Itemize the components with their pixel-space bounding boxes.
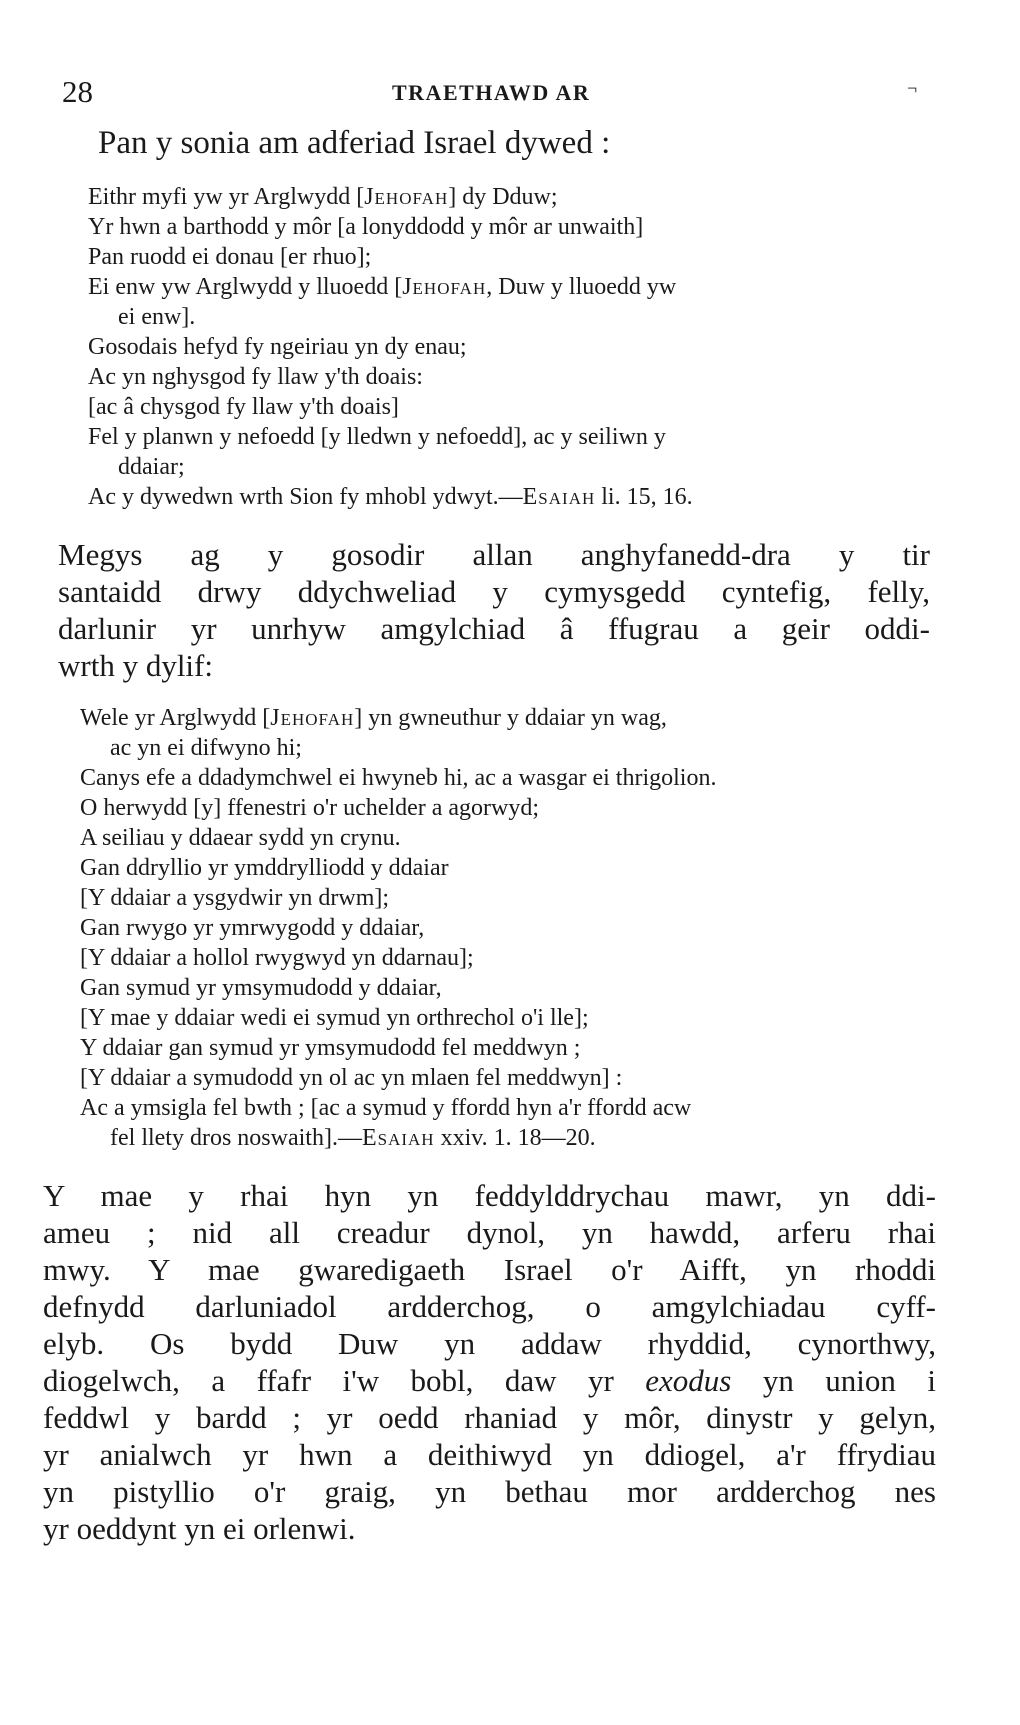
verse-line: Y ddaiar gan symud yr ymsymudodd fel meddwyn ; [80, 1035, 581, 1061]
verse-line: Ac a ymsigla fel bwth ; [ac a symud y ffordd hyn a'r ffordd acw [80, 1095, 692, 1121]
verse-line: Canys efe a ddadymchwel ei hwyneb hi, ac a wasgar ei thrigolion. [80, 765, 717, 791]
verse-line: [ac â chysgod fy llaw y'th doais] [88, 394, 399, 420]
verse-line: A seiliau y ddaear sydd yn crynu. [80, 825, 401, 851]
paragraph-line: yr oeddynt yn ei orlenwi. [43, 1511, 356, 1546]
verse-line: O herwydd [y] ffenestri o'r uchelder a agorwyd; [80, 795, 540, 821]
verse-line: ac yn ei difwyno hi; [110, 735, 302, 761]
italic-term: exodus [645, 1363, 732, 1398]
verse-line: [Y ddaiar a hollol rwygwyd yn ddarnau]; [80, 945, 474, 971]
verse-line: Ac y dywedwn wrth Sion fy mhobl ydwyt.—Esaiah li. 15, 16. [88, 484, 693, 510]
paragraph-line: feddwl y bardd ; yr oedd rhaniad y môr, dinystr y gelyn, [43, 1400, 936, 1435]
paragraph-line: wrth y dylif: [58, 648, 213, 683]
paragraph-line: santaidd drwy ddychweliad y cymysgedd cyntefig, felly, [58, 574, 930, 609]
paragraph-line: yr anialwch yr hwn a deithiwyd yn ddiogel, a'r ffrydiau [43, 1437, 936, 1472]
paragraph-line: yn pistyllio o'r graig, yn bethau mor ardderchog nes [43, 1474, 936, 1509]
verse-quotation-isaiah-51 [88, 182, 918, 512]
paragraph-line: darlunir yr unrhyw amgylchiad â ffugrau a geir oddi- [58, 611, 930, 646]
verse-line: Yr hwn a barthodd y môr [a lonyddodd y môr ar unwaith] [88, 214, 644, 240]
page-number: 28 [62, 74, 93, 109]
verse-line: Gan symud yr ymsymudodd y ddaiar, [80, 975, 442, 1001]
verse-line: Wele yr Arglwydd [Jehofah] yn gwneuthur y ddaiar yn wag, [80, 705, 667, 731]
verse-line: [Y ddaiar a ysgydwir yn drwm]; [80, 885, 390, 911]
verse-quotation-isaiah-24 [80, 703, 910, 1153]
intro-sentence: Pan y sonia am adferiad Israel dywed : [98, 125, 611, 161]
verse-line: Ac yn nghysgod fy llaw y'th doais: [88, 364, 423, 390]
verse-line: ei enw]. [118, 304, 196, 330]
paragraph-line: elyb. Os bydd Duw yn addaw rhyddid, cynorthwy, [43, 1326, 936, 1361]
body-paragraph [43, 1177, 936, 1547]
paragraph-line: mwy. Y mae gwaredigaeth Israel o'r Aifft, yn rhoddi [43, 1252, 936, 1287]
paragraph-line: Megys ag y gosodir allan anghyfanedd-dra y tir [58, 537, 930, 572]
verse-line: Ei enw yw Arglwydd y lluoedd [Jehofah, Duw y lluoedd yw [88, 274, 677, 300]
print-mark: ¬ [907, 78, 918, 98]
verse-line: [Y mae y ddaiar wedi ei symud yn orthrechol o'i lle]; [80, 1005, 589, 1031]
verse-line: Gan rwygo yr ymrwygodd y ddaiar, [80, 915, 425, 941]
running-head: TRAETHAWD AR [392, 80, 591, 105]
verse-line: Gan ddryllio yr ymddrylliodd y ddaiar [80, 855, 449, 881]
verse-line: Eithr myfi yw yr Arglwydd [Jehofah] dy Dduw; [88, 184, 558, 210]
verse-line: Gosodais hefyd fy ngeiriau yn dy enau; [88, 334, 467, 360]
citation-book: Esaiah [361, 1125, 435, 1151]
paragraph-line: ameu ; nid all creadur dynol, yn hawdd, arferu rhai [43, 1215, 936, 1250]
verse-line: fel llety dros noswaith].—Esaiah xxiv. 1. 18—20. [110, 1125, 596, 1151]
verse-line: ddaiar; [118, 454, 185, 480]
body-paragraph [58, 536, 930, 684]
paragraph-line: diogelwch, a ffafr i'w bobl, daw yr exodus yn union i [43, 1363, 936, 1398]
page-header [62, 74, 942, 114]
paragraph-line: defnydd darluniadol ardderchog, o amgylchiadau cyff- [43, 1289, 936, 1324]
paragraph-line: Y mae y rhai hyn yn feddylddrychau mawr, yn ddi- [43, 1178, 936, 1213]
verse-line: Fel y planwn y nefoedd [y lledwn y nefoedd], ac y seiliwn y [88, 424, 666, 450]
verse-line: [Y ddaiar a symudodd yn ol ac yn mlaen fel meddwyn] : [80, 1065, 623, 1091]
verse-line: Pan ruodd ei donau [er rhuo]; [88, 244, 372, 270]
citation-book: Esaiah [522, 484, 596, 510]
